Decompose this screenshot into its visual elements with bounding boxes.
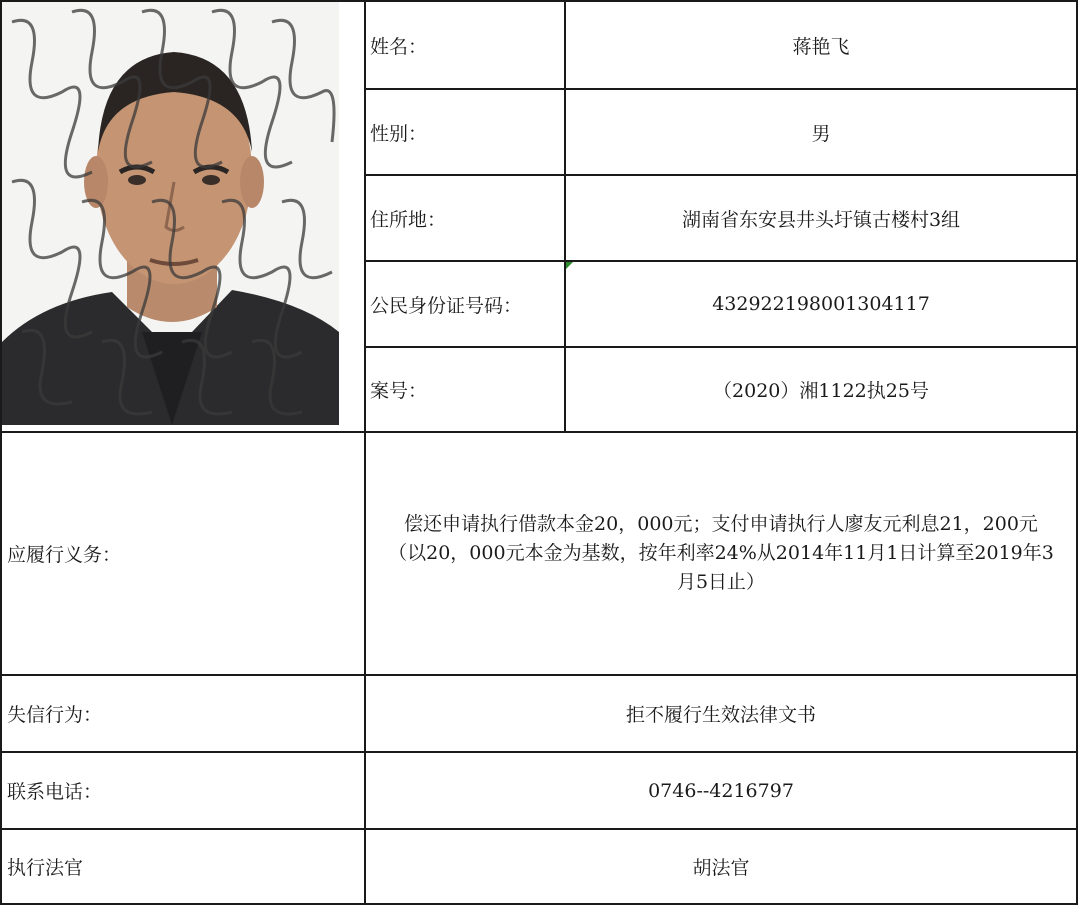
person-photo: [2, 2, 339, 425]
case-number-value: （2020）湘1122执25号: [713, 380, 929, 402]
phone-label: 联系电话：: [7, 781, 103, 803]
judge-value: 胡法官: [692, 857, 750, 879]
gender-label: 性别：: [370, 122, 428, 145]
behavior-label: 失信行为：: [7, 704, 103, 726]
border-right: [1076, 0, 1078, 905]
judge-label: 执行法官: [7, 857, 84, 879]
obligation-label: 应履行义务：: [7, 544, 122, 566]
id-number-label: 公民身份证号码：: [370, 294, 523, 317]
border-left: [0, 0, 2, 905]
id-number-value: 432922198001304117: [712, 293, 930, 315]
name-label: 姓名：: [370, 35, 428, 58]
portrait-image: [2, 2, 339, 425]
gender-value: 男: [811, 122, 831, 145]
obligation-value: 偿还申请执行借款本金20，000元；支付申请执行人廖友元利息21，200元（以20，000元本金为基数，按年利率24%从2014年11月1日计算至2019年3月5日止）: [388, 513, 1054, 593]
phone-value: 0746--4216797: [648, 779, 794, 802]
behavior-value: 拒不履行生效法律文书: [625, 704, 816, 726]
case-number-label: 案号：: [370, 380, 428, 402]
address-label: 住所地：: [370, 208, 447, 231]
name-value: 蒋艳飞: [792, 35, 850, 58]
address-value: 湖南省东安县井头圩镇古楼村3组: [681, 208, 961, 231]
border-bottom: [0, 903, 1078, 905]
